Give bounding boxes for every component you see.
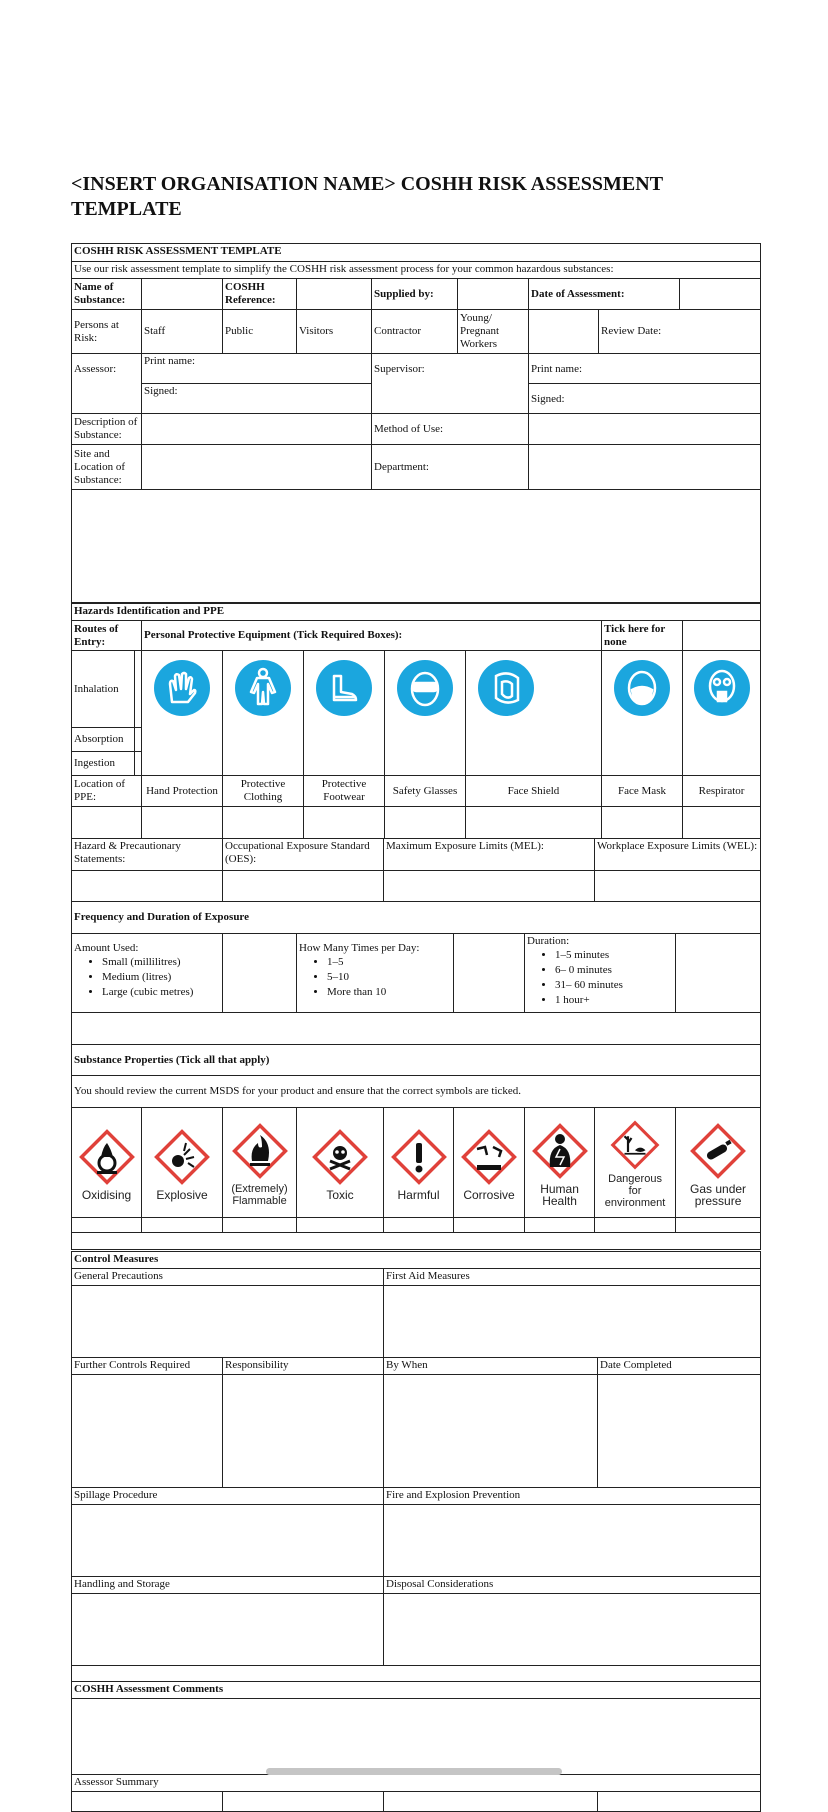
first-aid-field[interactable]	[384, 1286, 761, 1358]
duration-31-60[interactable]: • 31– 60 minutes	[555, 978, 673, 993]
description-field[interactable]	[142, 414, 372, 445]
absorption-checkbox[interactable]	[135, 728, 142, 752]
toxic-label: Toxic	[326, 1187, 354, 1202]
summary-field-1[interactable]	[72, 1792, 223, 1812]
times-per-day-field[interactable]	[454, 934, 525, 1013]
description-label: Description of Substance:	[72, 414, 142, 445]
disposal-label: Disposal Considerations	[384, 1577, 761, 1594]
fire-explosion-field[interactable]	[384, 1505, 761, 1577]
date-of-assessment-label: Date of Assessment:	[529, 279, 680, 310]
coshh-reference-label: COSHH Reference:	[223, 279, 297, 310]
further-controls-label: Further Controls Required	[72, 1358, 223, 1375]
properties-spacer	[72, 1233, 761, 1250]
amount-large[interactable]: • Large (cubic metres)	[102, 985, 220, 1000]
supervisor-label: Supervisor:	[372, 354, 529, 414]
method-of-use-field[interactable]	[529, 414, 761, 445]
frequency-notes[interactable]	[72, 1013, 761, 1045]
duration-label: Duration:	[527, 935, 570, 947]
wel-label: Workplace Exposure Limits (WEL):	[595, 839, 761, 871]
header-table	[71, 243, 761, 603]
oxidising-label: Oxidising	[81, 1187, 132, 1202]
notes-area[interactable]	[72, 490, 761, 603]
duration-6-30[interactable]: • 6– 0 minutes	[555, 963, 673, 978]
safety-glasses-label: Safety Glasses	[385, 776, 466, 807]
gas-cylinder-icon	[686, 1119, 750, 1183]
persons-at-risk-label: Persons at Risk:	[72, 310, 142, 354]
spillage-field[interactable]	[72, 1505, 384, 1577]
department-field[interactable]	[529, 445, 761, 490]
assessor-label: Assessor:	[72, 354, 142, 414]
ppe-tick-footwear[interactable]	[304, 807, 385, 839]
mel-label: Maximum Exposure Limits (MEL):	[384, 839, 595, 871]
controls-heading: Control Measures	[72, 1252, 761, 1269]
tick-harmful[interactable]	[384, 1218, 454, 1233]
human-health-label: Human Health	[540, 1181, 579, 1208]
flammable-symbol[interactable]	[223, 1119, 296, 1207]
tick-explosive[interactable]	[142, 1218, 223, 1233]
supplied-by-label: Supplied by:	[372, 279, 458, 310]
face-mask-label: Face Mask	[602, 776, 683, 807]
ppe-location-field[interactable]	[72, 807, 142, 839]
date-completed-field[interactable]	[598, 1375, 761, 1488]
tick-gas-pressure[interactable]	[676, 1218, 761, 1233]
name-of-substance-field[interactable]	[142, 279, 223, 310]
supplied-by-field[interactable]	[458, 279, 529, 310]
harmful-label: Harmful	[397, 1187, 440, 1202]
contractor-checkbox[interactable]: Contractor	[372, 310, 458, 354]
times-1-5[interactable]: • 1–5	[327, 955, 451, 970]
amount-medium[interactable]: • Medium (litres)	[102, 970, 220, 985]
properties-heading: Substance Properties (Tick all that apply)	[72, 1045, 761, 1076]
by-when-label: By When	[384, 1358, 598, 1375]
disposal-field[interactable]	[384, 1594, 761, 1666]
fire-explosion-label: Fire and Explosion Prevention	[384, 1488, 761, 1505]
ingestion-checkbox[interactable]	[135, 752, 142, 776]
date-completed-label: Date Completed	[598, 1358, 761, 1375]
respirator-icon	[694, 660, 750, 716]
wel-field[interactable]	[595, 871, 761, 902]
department-label: Department:	[372, 445, 529, 490]
summary-field-4[interactable]	[598, 1792, 761, 1812]
comments-heading: COSHH Assessment Comments	[72, 1682, 761, 1699]
assessor-summary-label: Assessor Summary	[72, 1775, 761, 1792]
oes-label: Occupational Exposure Standard (OES):	[223, 839, 384, 871]
duration-cell	[525, 934, 676, 1013]
spillage-label: Spillage Procedure	[72, 1488, 384, 1505]
environment-icon	[607, 1117, 663, 1173]
supervisor-signed[interactable]: Signed:	[529, 384, 761, 414]
hand-protection-icon	[154, 660, 210, 716]
duration-1-hour[interactable]: • 1 hour+	[555, 993, 673, 1008]
corrosive-symbol[interactable]	[454, 1125, 524, 1201]
controls-table	[71, 1251, 761, 1812]
review-spacer	[529, 310, 599, 354]
staff-checkbox[interactable]: Staff	[142, 310, 223, 354]
general-precautions-label: General Precautions	[72, 1269, 384, 1286]
oes-field[interactable]	[223, 871, 384, 902]
amount-used-cell	[72, 934, 223, 1013]
hand-protection-label: Hand Protection	[142, 776, 223, 807]
properties-note: You should review the current MSDS for your product and ensure that the correct symbols are ticked.	[72, 1076, 761, 1108]
visitors-checkbox[interactable]: Visitors	[297, 310, 372, 354]
respirator-label: Respirator	[683, 776, 761, 807]
tick-toxic[interactable]	[297, 1218, 384, 1233]
review-date-label: Review Date:	[599, 310, 761, 354]
site-location-label: Site and Location of Substance:	[72, 445, 142, 490]
oxidising-symbol[interactable]	[72, 1125, 141, 1201]
ppe-tick-shield[interactable]	[466, 807, 602, 839]
inhalation-checkbox[interactable]	[135, 651, 142, 728]
protective-footwear-icon	[316, 660, 372, 716]
tick-none-checkbox[interactable]	[683, 621, 761, 651]
date-of-assessment-field[interactable]	[680, 279, 761, 310]
assessor-signed[interactable]: Signed:	[142, 384, 372, 414]
summary-field-3[interactable]	[384, 1792, 598, 1812]
human-health-symbol[interactable]	[525, 1119, 594, 1207]
further-controls-field[interactable]	[72, 1375, 223, 1488]
face-shield-label: Face Shield	[466, 776, 602, 807]
comments-field[interactable]	[72, 1699, 761, 1775]
amount-small[interactable]: • Small (millilitres)	[102, 955, 220, 970]
explosive-icon	[150, 1125, 214, 1189]
times-more-10[interactable]: • More than 10	[327, 985, 451, 1000]
mel-field[interactable]	[384, 871, 595, 902]
tick-none-label: Tick here for none	[602, 621, 683, 651]
handling-storage-label: Handling and Storage	[72, 1577, 384, 1594]
form-intro: Use our risk assessment template to simplify the COSHH risk assessment process for your common hazardous substances:	[72, 262, 761, 279]
ppe-tick-hand[interactable]	[142, 807, 223, 839]
supervisor-print-name[interactable]: Print name:	[529, 354, 761, 384]
flammable-label: (Extremely) Flammable	[231, 1182, 288, 1207]
gas-pressure-label: Gas under pressure	[690, 1181, 747, 1208]
inhalation-label: Inhalation	[72, 651, 135, 728]
times-per-day-cell	[297, 934, 454, 1013]
toxic-icon	[308, 1125, 372, 1189]
hazard-statements-label: Hazard & Precautionary Statements:	[72, 839, 223, 871]
young-pregnant-checkbox[interactable]: Young/ Pregnant Workers	[458, 310, 529, 354]
oxidising-icon	[75, 1125, 139, 1189]
safety-glasses-icon	[397, 660, 453, 716]
tick-corrosive[interactable]	[454, 1218, 525, 1233]
tick-human-health[interactable]	[525, 1218, 595, 1233]
scrollbar[interactable]	[266, 1768, 562, 1775]
location-of-ppe-label: Location of PPE:	[72, 776, 142, 807]
summary-field-2[interactable]	[223, 1792, 384, 1812]
name-of-substance-label: Name of Substance:	[72, 279, 142, 310]
hazards-heading: Hazards Identification and PPE	[72, 604, 761, 621]
harmful-symbol[interactable]	[384, 1125, 453, 1201]
duration-1-5[interactable]: • 1–5 minutes	[555, 948, 673, 963]
explosive-symbol[interactable]	[142, 1125, 222, 1201]
page-title: <INSERT ORGANISATION NAME> COSHH RISK ASSESSMENT TEMPLATE	[71, 173, 663, 220]
responsibility-label: Responsibility	[223, 1358, 384, 1375]
ingestion-label: Ingestion	[72, 752, 135, 776]
site-location-field[interactable]	[142, 445, 372, 490]
tick-oxidising[interactable]	[72, 1218, 142, 1233]
amount-used-label: Amount Used:	[74, 942, 139, 954]
flammable-icon	[228, 1119, 292, 1183]
face-mask-icon	[614, 660, 670, 716]
human-health-icon	[528, 1119, 592, 1183]
by-when-field[interactable]	[384, 1375, 598, 1488]
toxic-symbol[interactable]	[297, 1125, 383, 1201]
responsibility-field[interactable]	[223, 1375, 384, 1488]
ppe-heading: Personal Protective Equipment (Tick Required Boxes):	[142, 621, 602, 651]
absorption-label: Absorption	[72, 728, 135, 752]
frequency-heading: Frequency and Duration of Exposure	[72, 902, 761, 934]
gas-pressure-symbol[interactable]	[676, 1119, 760, 1207]
tick-flammable[interactable]	[223, 1218, 297, 1233]
general-precautions-field[interactable]	[72, 1286, 384, 1358]
protective-footwear-label: Protective Footwear	[304, 776, 385, 807]
ppe-tick-clothing[interactable]	[223, 807, 304, 839]
corrosive-label: Corrosive	[463, 1187, 515, 1202]
hazard-statements-field[interactable]	[72, 871, 223, 902]
amount-used-field[interactable]	[223, 934, 297, 1013]
controls-spacer	[72, 1666, 761, 1682]
duration-field[interactable]	[676, 934, 761, 1013]
routes-of-entry-label: Routes of Entry:	[72, 621, 142, 651]
handling-storage-field[interactable]	[72, 1594, 384, 1666]
ppe-tick-mask[interactable]	[602, 807, 683, 839]
first-aid-label: First Aid Measures	[384, 1269, 761, 1286]
times-5-10[interactable]: • 5–10	[327, 970, 451, 985]
corrosive-icon	[457, 1125, 521, 1189]
coshh-reference-field[interactable]	[297, 279, 372, 310]
ppe-tick-glasses[interactable]	[385, 807, 466, 839]
ppe-tick-respirator[interactable]	[683, 807, 761, 839]
protective-clothing-icon	[235, 660, 291, 716]
face-shield-icon	[478, 660, 534, 716]
assessor-print-name[interactable]: Print name:	[142, 354, 372, 384]
environment-label: Dangerous for environment	[604, 1172, 666, 1209]
environment-symbol[interactable]	[595, 1117, 675, 1209]
exposure-table	[71, 838, 761, 1250]
protective-clothing-label: Protective Clothing	[223, 776, 304, 807]
times-per-day-label: How Many Times per Day:	[299, 942, 420, 954]
tick-environment[interactable]	[595, 1218, 676, 1233]
explosive-label: Explosive	[156, 1187, 208, 1202]
harmful-icon	[387, 1125, 451, 1189]
method-of-use-label: Method of Use:	[372, 414, 529, 445]
public-checkbox[interactable]: Public	[223, 310, 297, 354]
form-heading: COSHH RISK ASSESSMENT TEMPLATE	[72, 244, 761, 262]
hazards-table	[71, 603, 761, 839]
